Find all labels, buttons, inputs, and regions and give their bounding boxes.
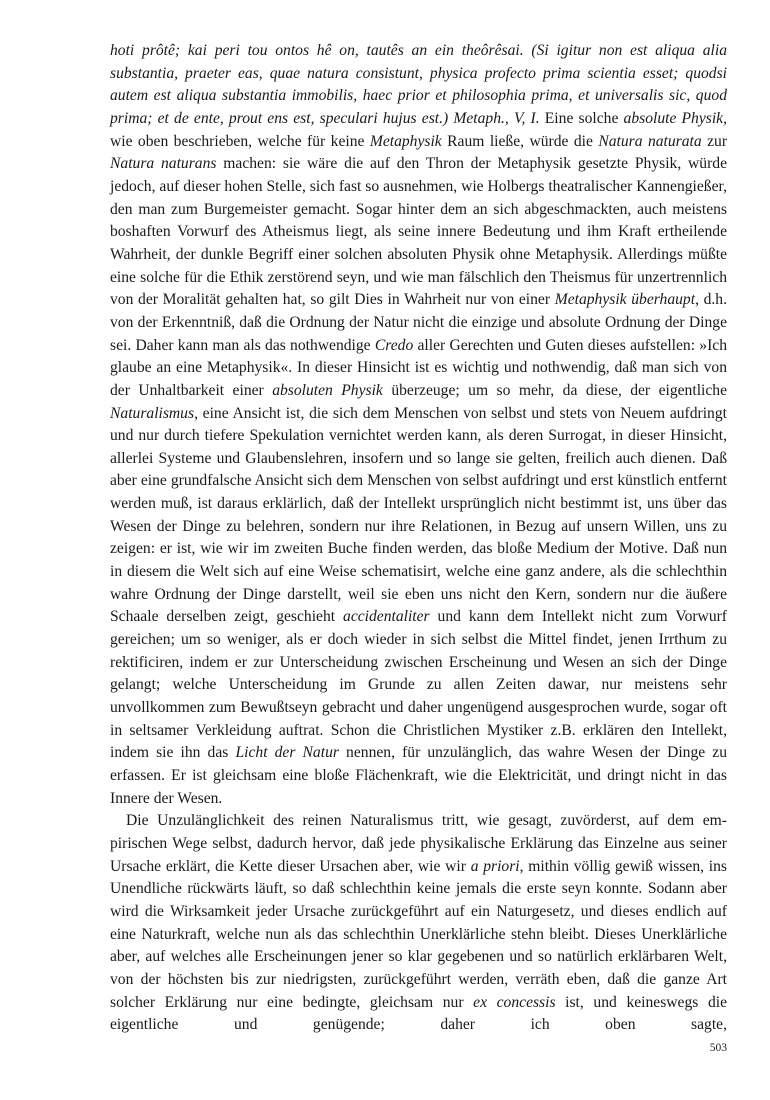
page-number: 503 — [709, 1042, 727, 1054]
latin-quote: hoti prôtê; kai peri tou ontos hê on, tautês an ein theôrêsai. (Si igitur non est aliqua alia substantia, praeter eas, quae natura consistunt, physica profecto prima scientia esset; quodsi autem est aliqua substantia immobilis, haec prior et philosophia prima, et universalis sic, quod prima; et de ente, prout ens est, speculari hujus est.) Metaph., V, I. — [110, 42, 727, 127]
body-text — [110, 40, 727, 1037]
paragraph-continued: hoti prôtê; kai peri tou ontos hê on, tautês an ein theôrêsai. (Si igitur non est aliqua alia substantia, praeter eas, quae natura consistunt, physica profecto prima scientia esset; quodsi autem est aliqua substantia immobilis, haec prior et philosophia prima, et universalis sic, quod prima; et de ente, prout ens est, speculari hujus est.) Metaph., V, I. Eine solche absolute Physik, wie oben beschrieben, welche für keine Metaphysik Raum ließe, würde die Natura naturata zur Natura naturans machen: sie wäre die auf den Thron der Metaphysik gesetzte Physik, würde jedoch, auf dieser hohen Stelle, sich fast so ausnehmen, wie Holbergs theatralischer Kannengießer, den man zum Burgemeister gemacht. Sogar hinter dem an sich abgeschmackten, auch meistens boshaften Vorwurf des Atheismus liegt, als seine innere Bedeutung und ihm Kraft ertheilende Wahrheit, der dunkle Begriff einer solchen absoluten Physik ohne Metaphysik. Allerdings müßte eine solche für die Ethik zerstörend seyn, und wie man fälschlich den Theismus für unzertrennlich von der Moralität gehalten hat, so gilt Dies in Wahrheit nur von einer Metaphysik überhaupt, d.h. von der Erkenntniß, daß die Ordnung der Natur nicht die einzige und absolute Ordnung der Dinge sei. Daher kann man als das nothwendige Credo aller Gerechten und Guten dieses aufstellen: »Ich glaube an eine Metaphysik«. In dieser Hinsicht ist es wichtig und nothwendig, daß man sich von der Unhaltbarkeit einer absoluten Physik überzeuge; um so mehr, da diese, der eigentliche Naturalismus, eine Ansicht ist, die sich dem Menschen von selbst und stets von Neuem aufdringt und nur durch tiefere Spekulation vernichtet werden kann, als deren Surrogat, in dieser Hinsicht, allerlei Systeme und Glaubenslehren, insofern und so lange sie gelten, freilich auch dienen. Daß aber eine grundfalsche Ansicht sich dem Menschen von selbst aufdringt und erst künstlich entfernt werden muß, ist daraus erklärlich, daß der Intellekt ursprünglich nicht bestimmt ist, uns über das Wesen der Dinge zu belehren, sondern nur ihre Relationen, in Bezug auf unsern Willen, uns zu zeigen: er ist, wie wir im zweiten Buche finden werden, das bloße Medium der Motive. Daß nun in diesem die Welt sich auf eine Weise schematisirt, welche eine ganz andere, als die schlechthin wahre Ordnung der Dinge darstellt, weil sie eben uns nicht den Kern, sondern nur die äußere Schaale derselben zeigt, geschieht accidentaliter und kann dem Intellekt nicht zum Vorwurf gereichen; um so weniger, als er doch wieder in sich selbst die Mittel findet, jenen Irrthum zu rektificiren, indem er zur Unterscheidung zwischen Erscheinung und Wesen an sich der Dinge gelangt; welche Unterscheidung im Grunde zu allen Zeiten dawar, nur meistens sehr unvollkommen zum Bewußtseyn gebracht und daher ungenügend ausgesprochen wurde, sogar oft in seltsamer Verkleidung auftrat. Schon die Christlichen Mystiker z.B. erklären den Intellekt, indem sie ihn das Licht der Natur nennen, für unzulänglich, das wahre Wesen der Dinge zu erfassen. Er ist gleichsam eine bloße Flächenkraft, wie die Elektricität, und dringt nicht in das Innere der Wesen. — [110, 42, 728, 807]
paragraph-naturalism: Die Unzulänglichkeit des reinen Naturalismus tritt, wie gesagt, zuvörderst, auf dem empirischen Wege selbst, dadurch hervor, daß jede physikalische Erklärung das Einzelne aus seiner Ursache erklärt, die Kette dieser Ursachen aber, wie wir a priori, mithin völlig gewiß wissen, ins Unendliche rückwärts läuft, so daß schlechthin keine jemals die erste seyn konnte. Sodann aber wird die Wirksamkeit jeder Ursache zurückgeführt auf ein Naturgesetz, und dieses endlich auf eine Naturkraft, welche nun als das schlechthin Unerklärliche stehn bleibt. Dieses Unerklärliche aber, auf welches alle Erscheinungen jener so klar gegebenen und so natürlich erklärbaren Welt, von der höchsten bis zur niedrigsten, zurückgeführt werden, verräth eben, daß die ganze Art solcher Erklärung nur eine bedingte, gleichsam nur ex concessis ist, und keineswegs die eigentliche und genügende; daher ich oben sagte, — [110, 812, 728, 1034]
